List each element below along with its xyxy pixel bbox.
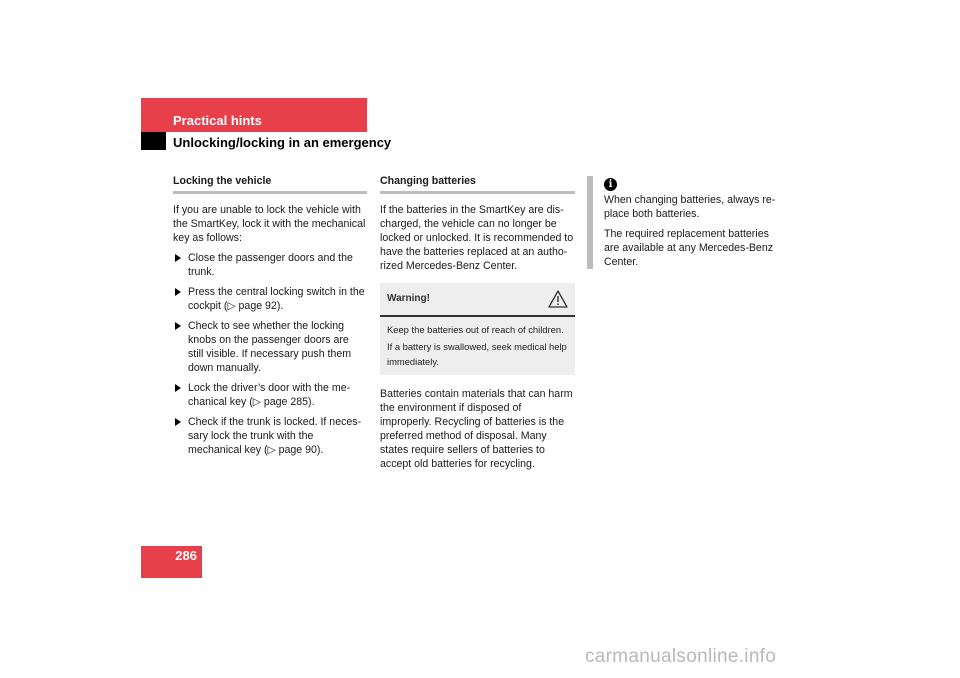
column-locking bbox=[173, 174, 367, 463]
locking-steps bbox=[173, 251, 367, 457]
batteries-intro: If the batteries in the SmartKey are dis-charged, the vehicle can no longer be locked or unlocked. It is recommended to have the batteries replaced at an autho-rized Mercedes-Benz Center. bbox=[380, 204, 574, 272]
page-number: 286 bbox=[175, 548, 197, 563]
warning-box bbox=[380, 283, 575, 375]
step-text: Check to see whether the locking knobs on the passenger doors are still visible. If necessary push them down manually. bbox=[188, 320, 352, 374]
bullet-arrow-icon bbox=[175, 384, 181, 392]
step-item bbox=[173, 285, 367, 313]
column-batteries bbox=[380, 174, 575, 477]
step-text: Check if the trunk is locked. If neces-sary lock the trunk with the mechanical key (▷ page 90). bbox=[188, 416, 362, 456]
column-info bbox=[604, 178, 784, 275]
watermark: carmanualsonline.info bbox=[585, 646, 777, 667]
warning-triangle-icon bbox=[548, 290, 568, 308]
bullet-arrow-icon bbox=[175, 288, 181, 296]
info-line: When changing batteries, always re-place both batteries. bbox=[604, 194, 776, 220]
batteries-disposal: Batteries contain materials that can harm the environment if disposed of improperly. Recycling of batteries is the preferred method of disposal. Many states require sellers of batteries to accept old batteries for recycling. bbox=[380, 388, 573, 470]
step-item bbox=[173, 381, 367, 409]
subsection-title: Unlocking/locking in an emergency bbox=[173, 135, 392, 150]
warning-title: Warning! bbox=[387, 293, 430, 304]
bullet-arrow-icon bbox=[175, 418, 181, 426]
step-item bbox=[173, 319, 367, 375]
warning-header bbox=[380, 283, 575, 317]
warning-line: If a battery is swallowed, seek medical help immediately. bbox=[387, 341, 567, 367]
info-line: The required replacement batteries are available at any Mercedes-Benz Center. bbox=[604, 228, 774, 268]
step-item bbox=[173, 415, 367, 457]
section-title: Practical hints bbox=[173, 113, 262, 128]
batteries-heading: Changing batteries bbox=[380, 174, 575, 194]
info-icon: i bbox=[604, 178, 617, 191]
info-side-bar bbox=[587, 176, 593, 269]
warning-line: Keep the batteries out of reach of children. bbox=[387, 324, 564, 335]
step-text: Press the central locking switch in the cockpit (▷ page 92). bbox=[188, 286, 365, 312]
bullet-arrow-icon bbox=[175, 322, 181, 330]
locking-intro: If you are unable to lock the vehicle with the SmartKey, lock it with the mechanical key as follows: bbox=[173, 204, 366, 244]
bullet-arrow-icon bbox=[175, 254, 181, 262]
step-item bbox=[173, 251, 367, 279]
page-number-block bbox=[141, 546, 202, 578]
warning-body bbox=[380, 317, 575, 369]
locking-heading: Locking the vehicle bbox=[173, 174, 367, 194]
step-text: Lock the driver’s door with the me-chanical key (▷ page 285). bbox=[188, 382, 351, 408]
step-text: Close the passenger doors and the trunk. bbox=[188, 252, 353, 278]
header-black-tab bbox=[141, 132, 166, 150]
